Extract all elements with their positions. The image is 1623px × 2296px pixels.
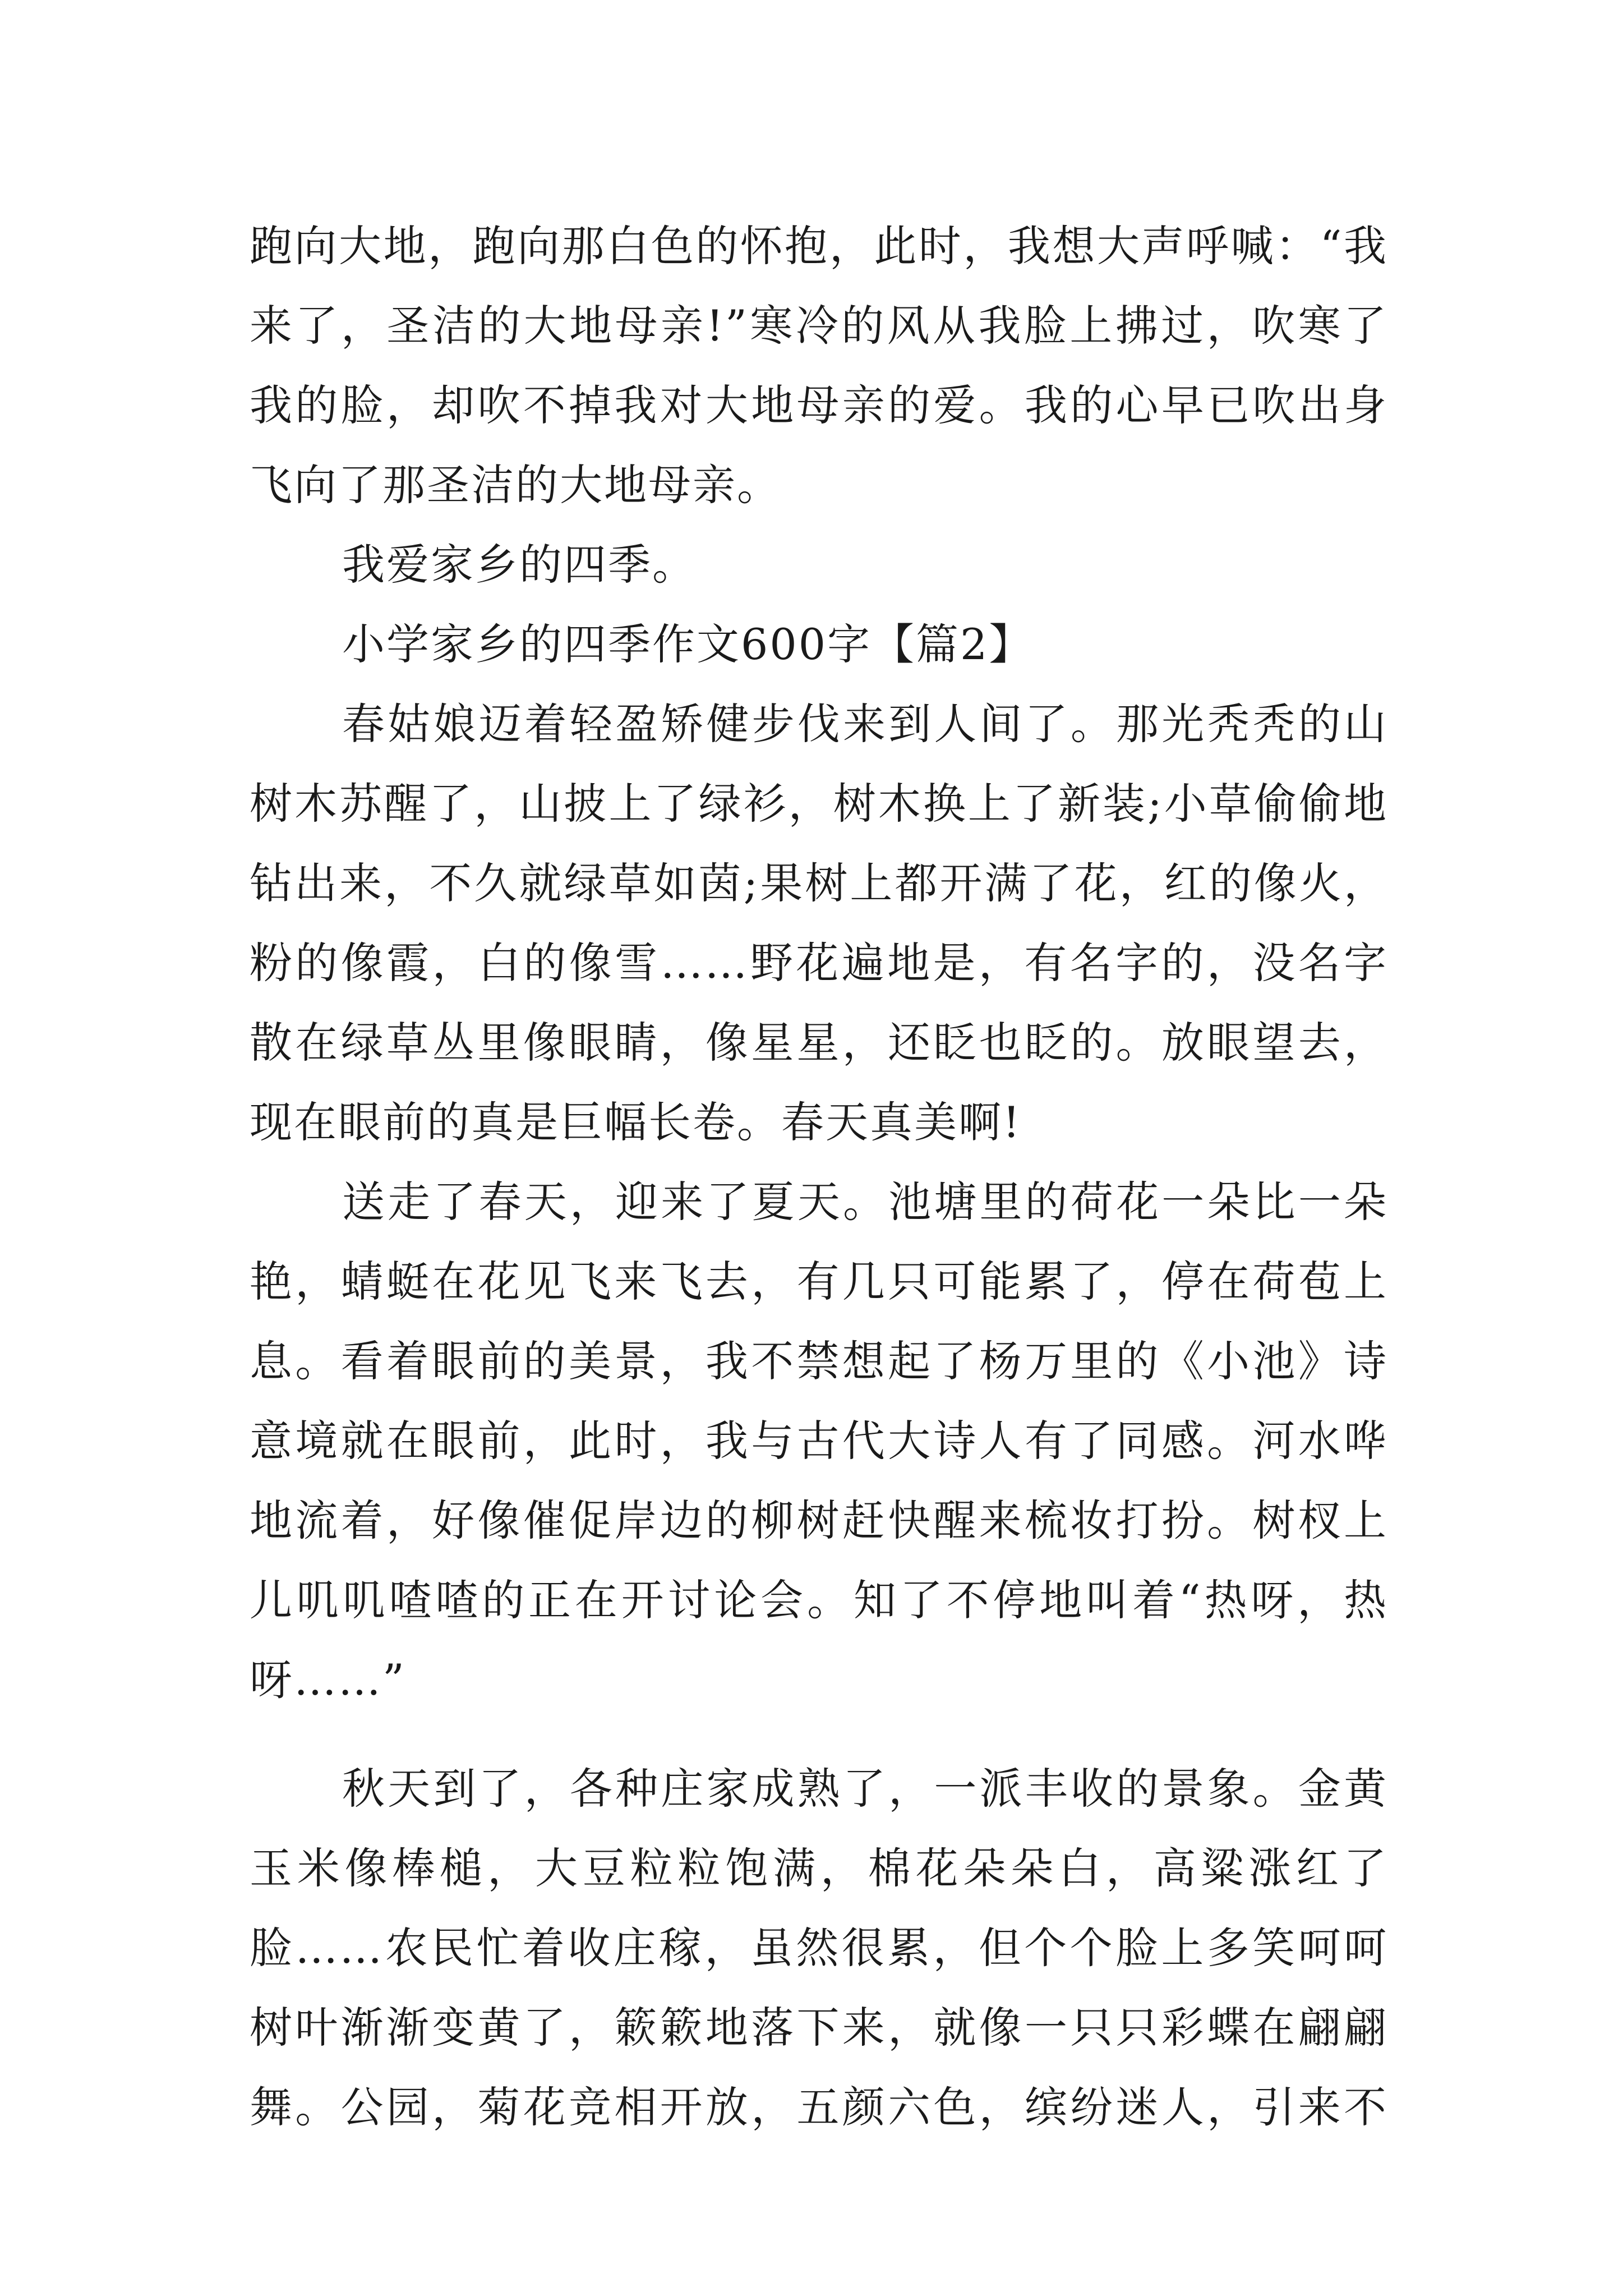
text-line: 脸……农民忙着收庄稼，虽然很累，但个个脸上多笑呵呵 xyxy=(250,1923,1388,1973)
article-body xyxy=(250,206,1388,2147)
text-line: 玉米像棒槌，大豆粒粒饱满，棉花朵朵白，高粱涨红了 xyxy=(250,1843,1388,1893)
text-line: 春姑娘迈着轻盈矫健步伐来到人间了。那光秃秃的山 xyxy=(342,699,1388,749)
text-line: 儿叽叽喳喳的正在开讨论会。知了不停地叫着“热呀，热 xyxy=(250,1575,1388,1625)
text-line: 树叶渐渐变黄了，簌簌地落下来，就像一只只彩蝶在翩翩 xyxy=(250,2003,1388,2053)
text-line: 舞。公园，菊花竞相开放，五颜六色，缤纷迷人，引来不 xyxy=(250,2082,1388,2132)
text-line: 呀……” xyxy=(250,1655,406,1705)
text-line: 跑向大地，跑向那白色的怀抱，此时，我想大声呼喊：“我 xyxy=(250,221,1388,271)
section-heading: 小学家乡的四季作文600字【篇2】 xyxy=(342,619,1034,669)
paragraph-autumn xyxy=(250,1749,1388,2147)
text-line: 散在绿草丛里像眼睛，像星星，还眨也眨的。放眼望去， xyxy=(250,1018,1388,1068)
text-line: 来了，圣洁的大地母亲!”寒冷的风从我脸上拂过，吹寒了 xyxy=(250,301,1388,351)
text-line: 我的脸，却吹不掉我对大地母亲的爱。我的心早已吹出身 xyxy=(250,380,1388,430)
text-line: 艳，蜻蜓在花见飞来飞去，有几只可能累了，停在荷苞上 xyxy=(250,1257,1388,1306)
text-line: 粉的像霞，白的像雪……野花遍地是，有名字的，没名字 xyxy=(250,938,1388,988)
text-line: 地流着，好像催促岸边的柳树赶快醒来梳妆打扮。树杈上 xyxy=(250,1496,1388,1545)
paragraph-spacer xyxy=(250,1720,1388,1749)
text-line: 我爱家乡的四季。 xyxy=(342,540,697,590)
text-line: 秋天到了，各种庄家成熟了，一派丰收的景象。金黄 xyxy=(342,1764,1388,1814)
paragraph-spring xyxy=(250,684,1388,1162)
text-line: 送走了春天，迎来了夏天。池塘里的荷花一朵比一朵 xyxy=(342,1177,1388,1227)
text-line: 意境就在眼前，此时，我与古代大诗人有了同感。河水哗 xyxy=(250,1416,1388,1466)
text-line: 现在眼前的真是巨幅长卷。春天真美啊! xyxy=(250,1097,1022,1147)
text-line: 息。看着眼前的美景，我不禁想起了杨万里的《小池》诗 xyxy=(250,1336,1388,1386)
paragraph-love-seasons xyxy=(250,525,1388,605)
text-line: 飞向了那圣洁的大地母亲。 xyxy=(250,460,781,510)
text-line: 钻出来，不久就绿草如茵;果树上都开满了花，红的像火， xyxy=(250,858,1388,908)
paragraph-continuation xyxy=(250,206,1388,525)
paragraph-summer xyxy=(250,1162,1388,1720)
text-line: 树木苏醒了，山披上了绿衫，树木换上了新装;小草偷偷地 xyxy=(250,779,1388,829)
